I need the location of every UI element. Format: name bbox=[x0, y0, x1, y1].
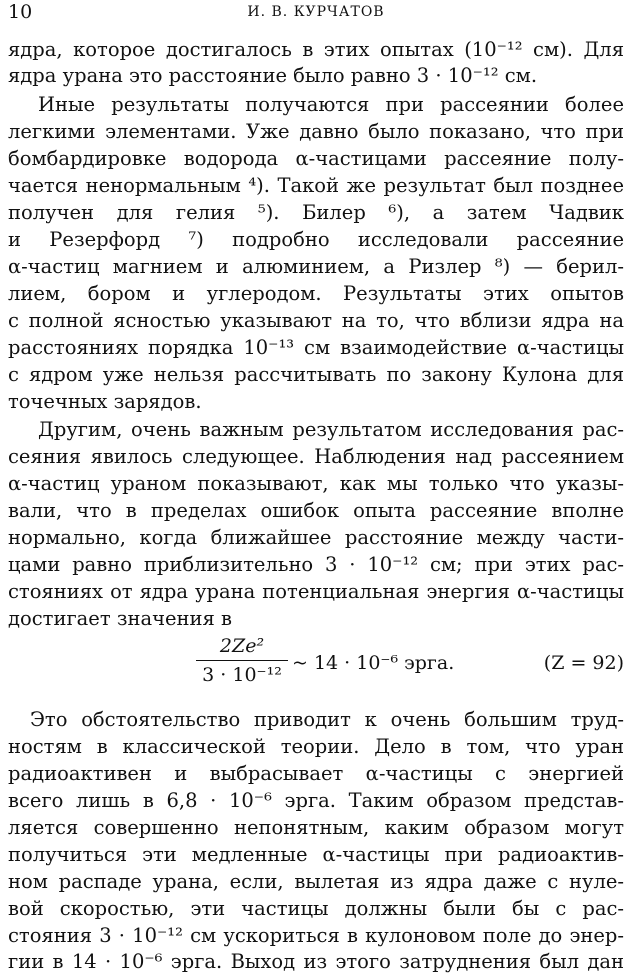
formula-right-side: ~ 14 · 10⁻⁶ эрга. bbox=[292, 652, 455, 674]
text-line: бомбардировке водорода α-частицами рассеяние полу- bbox=[8, 147, 624, 170]
text-line: достигает значения в bbox=[8, 607, 232, 630]
paragraph-start-line: Другим, очень важным результатом исследования рас- bbox=[38, 418, 624, 441]
text-line: ностям в классической теории. Дело в том, что уран bbox=[8, 735, 624, 758]
text-line: легкими элементами. Уже давно было показано, что при bbox=[8, 120, 624, 143]
text-line: вали, что в пределах ошибок опыта рассеяние вполне bbox=[8, 499, 624, 522]
text-line: стояниях от ядра урана потенциальная энергия α-частицы bbox=[8, 580, 624, 603]
formula-condition: (Z = 92) bbox=[543, 652, 624, 674]
text-line: получен для гелия ⁵). Билер ⁶), а затем Чадвик bbox=[8, 201, 624, 224]
formula-fraction bbox=[196, 634, 288, 687]
page-header bbox=[8, 0, 624, 24]
text-line: гии в 14 · 10⁻⁶ эрга. Выход из этого затруднения был дан bbox=[8, 950, 624, 973]
text-line: точечных зарядов. bbox=[8, 390, 202, 413]
text-line: нормально, когда ближайшее расстояние между части- bbox=[8, 526, 624, 549]
text-line: сеяния явилось следующее. Наблюдения над рассеянием bbox=[8, 445, 624, 468]
text-line: радиоактивен и выбрасывает α-частицы с энергией bbox=[8, 762, 624, 785]
energy-formula bbox=[8, 634, 624, 692]
text-line: расстояниях порядка 10⁻¹³ см взаимодействие α-частицы bbox=[8, 336, 624, 359]
formula-denominator: 3 · 10⁻¹² bbox=[202, 664, 282, 686]
text-line: с полной ясностью указывают на то, что вблизи ядра на bbox=[8, 309, 624, 332]
text-line: чается ненормальным ⁴). Такой же результат был позднее bbox=[8, 174, 624, 197]
text-line: всего лишь в 6,8 · 10⁻⁶ эрга. Таким образом представ- bbox=[8, 789, 624, 812]
running-head: И. В. КУРЧАТОВ bbox=[247, 4, 385, 20]
text-line: ном распаде урана, если, вылетая из ядра даже с нуле- bbox=[8, 870, 624, 893]
fraction-bar bbox=[196, 660, 288, 661]
paragraph-start-line: Это обстоятельство приводит к очень большим труд- bbox=[30, 708, 624, 731]
text-line: вой скоростью, эти частицы должны были бы с рас- bbox=[8, 897, 624, 920]
text-line: α-частиц магнием и алюминием, а Ризлер ⁸) — берил- bbox=[8, 255, 624, 278]
text-line: лием, бором и углеродом. Результаты этих опытов bbox=[8, 282, 624, 305]
text-line: с ядром уже нельзя рассчитывать по закону Кулона для bbox=[8, 363, 624, 386]
formula-numerator: 2Ze² bbox=[219, 635, 265, 657]
text-line: и Резерфорд ⁷) подробно исследовали рассеяние bbox=[8, 228, 624, 251]
paragraph-start-line: Иные результаты получаются при рассеянии более bbox=[38, 93, 624, 116]
text-line: стояния 3 · 10⁻¹² см ускориться в кулоновом поле до энер- bbox=[8, 924, 624, 947]
text-line: α-частиц ураном показывают, как мы только что указы- bbox=[8, 472, 624, 495]
page-number: 10 bbox=[8, 1, 33, 23]
text-line: цами равно приблизительно 3 · 10⁻¹² см; при этих рас- bbox=[8, 553, 624, 576]
text-line: ляется совершенно непонятным, каким образом могут bbox=[8, 816, 624, 839]
text-line: ядра, которое достигалось в этих опытах (10⁻¹² см). Для bbox=[8, 38, 624, 61]
text-line: получиться эти медленные α-частицы при радиоактив- bbox=[8, 843, 624, 866]
text-line: ядра урана это расстояние было равно 3 · 10⁻¹² см. bbox=[8, 64, 538, 87]
